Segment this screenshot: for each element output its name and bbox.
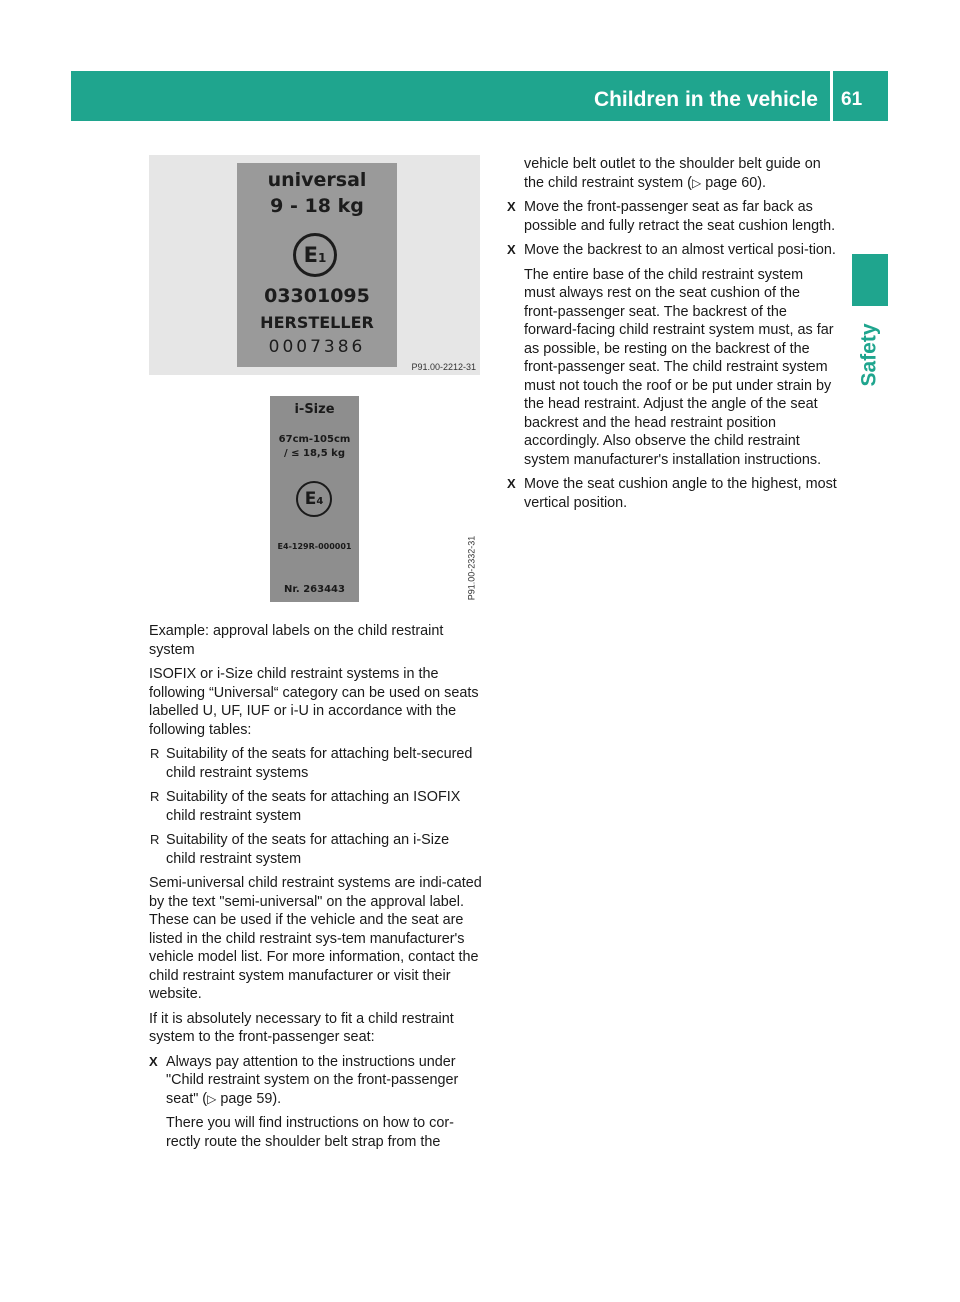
page-number: 61 bbox=[841, 89, 863, 110]
necessary-paragraph: If it is absolutely necessary to fit a child restraint system to the front-passenger seat: bbox=[149, 1010, 454, 1045]
side-tab-marker bbox=[852, 254, 888, 306]
label-nr: Nr. 263443 bbox=[284, 584, 345, 595]
figure-universal-label bbox=[149, 155, 480, 375]
label-category: universal bbox=[267, 169, 367, 191]
step-arrow-icon: X bbox=[507, 199, 516, 214]
page-reference-link[interactable]: page 60). bbox=[705, 174, 766, 191]
step-detail: There you will find instructions on how to cor-rectly route the shoulder belt strap from the bbox=[166, 1115, 454, 1150]
side-tab-text: Safety bbox=[858, 323, 881, 387]
side-tab-label bbox=[847, 315, 893, 395]
step-detail: The entire base of the child restraint system must always rest on the seat cushion of the front-passenger seat. The backrest of the forward-facing child restraint system must, as far as possible, be resting on the backrest of the front-passenger seat. The child restraint system must not touch the roof or be put under strain by the head restraint. Adjust the angle of the seat backrest and the head restraint position accordingly. Also observe the child restraint system manufacturer's installation instructions. bbox=[524, 266, 834, 468]
step-arrow-icon: X bbox=[149, 1053, 158, 1069]
text-column-right bbox=[507, 155, 837, 518]
instruction-step: X Move the seat cushion angle to the highest, most vertical position. bbox=[507, 476, 837, 511]
label-weight: 9 - 18 kg bbox=[270, 195, 364, 217]
label-serial: 0007386 bbox=[268, 337, 366, 357]
label-size-range: 67cm-105cm bbox=[278, 434, 351, 445]
chapter-title: Children in the vehicle bbox=[593, 88, 818, 111]
bullet-icon: R bbox=[150, 789, 160, 804]
bullet-icon: R bbox=[150, 832, 160, 847]
figure-caption: Example: approval labels on the child restraint system bbox=[149, 623, 444, 658]
page-reference-link[interactable]: page 59). bbox=[220, 1090, 282, 1107]
list-item: R Suitability of the seats for attaching an ISOFIX child restraint system bbox=[150, 789, 461, 824]
instruction-step: X Move the backrest to an almost vertical posi-tion. bbox=[507, 242, 836, 258]
instruction-step: X Always pay attention to the instructions under "Child restraint system on the front-passenger seat" (▷ page 59). bbox=[149, 1053, 459, 1107]
figure-code: P91.00-2332-31 bbox=[466, 535, 476, 601]
step-arrow-icon: X bbox=[507, 476, 516, 491]
step-detail: vehicle belt outlet to the shoulder belt guide on the child restraint system (▷ page 60). bbox=[524, 156, 821, 191]
instruction-step: X Move the front-passenger seat as far back as possible and fully retract the seat cushion length. bbox=[507, 199, 836, 234]
approval-label-universal bbox=[237, 163, 397, 367]
list-item: R Suitability of the seats for attaching an i-Size child restraint system bbox=[150, 832, 450, 867]
e-mark-icon: E1 bbox=[293, 233, 337, 277]
semi-universal-paragraph: Semi-universal child restraint systems are indi-cated by the text "semi-universal" on the approval label. These can be used if the vehicle and the seat are listed in the child restraint sys-tem manufacturer's vehicle model list. For more information, contact the child restraint system manufacturer or visit their website. bbox=[149, 875, 482, 1002]
label-category: i-Size bbox=[294, 402, 335, 417]
header-divider bbox=[830, 71, 833, 121]
page-ref-icon: ▷ bbox=[207, 1091, 217, 1106]
label-weight: / ≤ 18,5 kg bbox=[284, 448, 345, 459]
intro-paragraph: ISOFIX or i-Size child restraint systems in the following “Universal“ category can be used on seats labelled U, UF, IUF or i-U in accordance with the following tables: bbox=[149, 666, 479, 738]
label-approval-code: E4-129R-000001 bbox=[277, 542, 352, 551]
bullet-icon: R bbox=[150, 746, 160, 761]
text-column-left bbox=[149, 622, 482, 1157]
page-ref-icon: ▷ bbox=[691, 175, 702, 190]
e-mark-icon: E4 bbox=[296, 481, 332, 517]
figure-code: P91.00-2212-31 bbox=[411, 362, 476, 372]
figure-isize-label bbox=[149, 390, 480, 608]
list-item: R Suitability of the seats for attaching belt-secured child restraint systems bbox=[150, 746, 473, 781]
page-header bbox=[71, 71, 888, 121]
label-approval-number: 03301095 bbox=[264, 285, 370, 307]
step-arrow-icon: X bbox=[507, 242, 516, 257]
label-manufacturer: HERSTELLER bbox=[260, 313, 374, 332]
approval-label-isize bbox=[270, 396, 359, 602]
